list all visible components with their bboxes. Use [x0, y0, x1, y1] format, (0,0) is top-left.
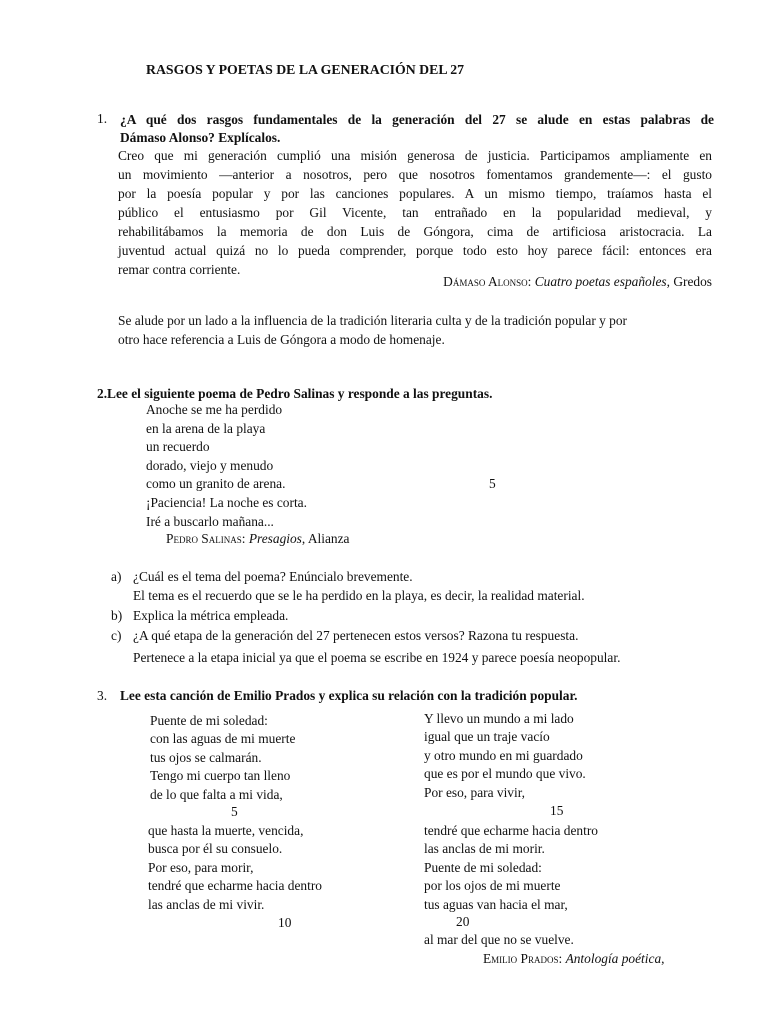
citation-publisher: , Gredos [666, 274, 712, 289]
verse-line: al mar del que no se vuelve. [424, 932, 574, 947]
quote-line: público el entusiasmo por Gil Vicente, tan entrañado en la popularidad medieval, y [118, 205, 712, 220]
subquestion-a-answer: El tema es el recuerdo que se le ha perdido en la playa, es decir, la realidad material. [133, 588, 585, 603]
q1-citation [443, 274, 712, 290]
q3-left-stanza-2 [148, 822, 322, 914]
quote-line: remar contra corriente. [118, 262, 241, 277]
verse-line: Tengo mi cuerpo tan lleno [150, 768, 291, 784]
citation-sep: : [241, 531, 249, 546]
poem-line: Iré a buscarlo mañana... [146, 513, 274, 529]
verse-line: con las aguas de mi muerte [150, 731, 296, 747]
poem-line-number: 5 [489, 476, 496, 491]
q3-number: 3. [97, 688, 108, 703]
q1-question-line-2: Dámaso Alonso? Explícalos. [120, 130, 281, 145]
verse-line: tus ojos se calmarán. [150, 749, 262, 765]
q3-citation [483, 951, 665, 967]
verse-number-20: 20 [456, 914, 470, 929]
answer-line: Se alude por un lado a la influencia de la tradición literaria culta y de la tradición popular y por [118, 313, 628, 328]
verse-line: tus aguas van hacia el mar, [424, 896, 568, 912]
answer-line: otro hace referencia a Luis de Góngora a modo de homenaje. [118, 332, 445, 347]
q3-left-stanza-1 [150, 712, 295, 804]
poem-line: ¡Paciencia! La noche es corta. [146, 494, 307, 510]
quote-line: Creo que mi generación cumplió una misión generosa de justicia. Participamos ampliamente en [118, 148, 712, 163]
poem-line: un recuerdo [146, 439, 210, 455]
verse-line: busca por él su consuelo. [148, 841, 283, 857]
citation-publisher: , Alianza [301, 531, 350, 546]
quote-line: por la poesía popular y por las canciones populares. A un mismo tiempo, traíamos hasta el [118, 186, 712, 201]
subquestion-b-marker: b) [111, 608, 123, 623]
verse-line: por los ojos de mi muerte [424, 878, 561, 894]
q2-question: Lee el siguiente poema de Pedro Salinas y responde a las preguntas. [107, 386, 493, 401]
poem-line: dorado, viejo y menudo [146, 457, 274, 473]
subquestion-a-text: ¿Cuál es el tema del poema? Enúncialo brevemente. [133, 569, 413, 584]
citation-work: Cuatro poetas españoles [534, 274, 667, 289]
citation-sep: : [527, 274, 535, 289]
verse-line: de lo que falta a mi vida, [150, 786, 283, 802]
quote-line: rehabilitábamos la memoria de don Luis de Góngora, cima de artificiosa aristocracia. La [118, 224, 712, 239]
page-title: RASGOS Y POETAS DE LA GENERACIÓN DEL 27 [146, 62, 465, 77]
q2-heading [97, 386, 492, 402]
citation-work: Antología poética [565, 951, 662, 966]
verse-line: que es por el mundo que vivo. [424, 766, 586, 782]
verse-line: Puente de mi soledad: [150, 713, 268, 728]
q1-question-line-1: ¿A qué dos rasgos fundamentales de la generación del 27 se alude en estas palabras de [120, 112, 714, 127]
q2-number: 2. [97, 386, 108, 401]
verse-line: Por eso, para vivir, [424, 784, 525, 800]
verse-number-15: 15 [550, 803, 564, 818]
citation-sep: : [558, 951, 566, 966]
subquestion-c-text: ¿A qué etapa de la generación del 27 pertenecen estos versos? Razona tu respuesta. [133, 628, 579, 643]
q3-right-stanza-2 [424, 822, 598, 914]
verse-line: las anclas de mi vivir. [148, 896, 265, 912]
quote-line: juventud actual quizá no lo pueda comprender, porque todo esto hoy parece fácil: entonces era [118, 243, 712, 258]
subquestion-b-text: Explica la métrica empleada. [133, 608, 289, 623]
verse-line: Puente de mi soledad: [424, 859, 542, 875]
q1-number: 1. [97, 111, 108, 126]
subquestion-a-marker: a) [111, 569, 122, 584]
subquestion-c-answer: Pertenece a la etapa inicial ya que el poema se escribe en 1924 y parece poesía neopopular. [133, 650, 621, 665]
poem-line: como un granito de arena. [146, 476, 286, 492]
citation-author: Emilio Prados [483, 951, 559, 966]
q3-right-stanza-1 [424, 710, 586, 802]
verse-number-5: 5 [231, 804, 238, 819]
verse-line: las anclas de mi morir. [424, 841, 545, 857]
citation-author: Dámaso Alonso [443, 274, 528, 289]
q1-question [120, 111, 714, 147]
citation-work: Presagios [248, 531, 302, 546]
verse-line: que hasta la muerte, vencida, [148, 823, 304, 838]
verse-line: tendré que echarme hacia dentro [424, 823, 598, 838]
q2-citation [166, 531, 350, 547]
q1-answer [118, 311, 627, 349]
verse-line: y otro mundo en mi guardado [424, 747, 583, 763]
q2-poem [146, 401, 307, 531]
q3-question: Lee esta canción de Emilio Prados y explica su relación con la tradición popular. [120, 688, 578, 703]
verse-line: Y llevo un mundo a mi lado [424, 711, 574, 726]
quote-line: un movimiento —anterior a nosotros, pero que nosotros fomentamos grandemente—: el gusto [118, 167, 712, 182]
verse-line: Por eso, para morir, [148, 859, 254, 875]
q1-quote [118, 146, 712, 279]
verse-line: tendré que echarme hacia dentro [148, 878, 322, 894]
verse-line: igual que un traje vacío [424, 729, 550, 745]
poem-line: en la arena de la playa [146, 420, 266, 436]
citation-publisher: , [661, 951, 665, 966]
poem-line: Anoche se me ha perdido [146, 402, 283, 417]
citation-author: Pedro Salinas [166, 531, 242, 546]
subquestion-c-marker: c) [111, 628, 122, 643]
verse-number-10: 10 [278, 915, 292, 930]
